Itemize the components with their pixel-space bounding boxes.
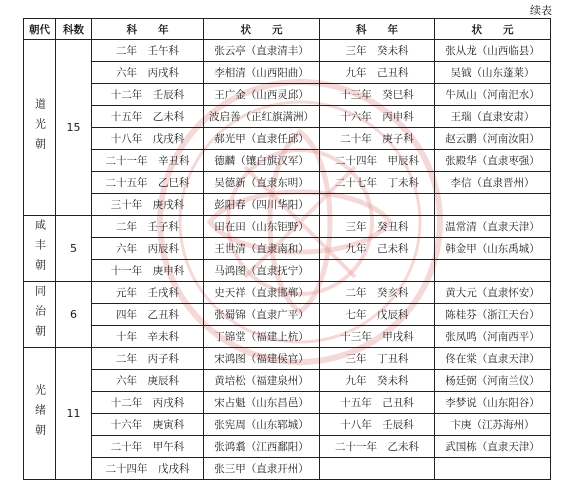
exam-year-cell: 三年 丁丑科 xyxy=(320,348,435,370)
champion-cell: 德麟（镶白旗汉军） xyxy=(204,150,320,172)
exam-count-cell: 11 xyxy=(56,348,92,480)
champion-cell: 吴钺（山东蓬莱） xyxy=(435,62,551,84)
champion-cell: 王瑞（直隶安肃） xyxy=(435,106,551,128)
dynasty-cell: 光绪朝 xyxy=(24,348,56,480)
exam-year-cell: 二十一年 乙未科 xyxy=(320,436,435,458)
header-champion-1: 状 元 xyxy=(204,19,320,40)
exam-count-cell: 6 xyxy=(56,282,92,348)
exam-year-cell: 六年 丙戌科 xyxy=(92,62,204,84)
table-row xyxy=(24,414,551,436)
champion-cell: 张三甲（直隶开州） xyxy=(204,458,320,480)
champion-cell: 郝光甲（直隶任邱） xyxy=(204,128,320,150)
table-row xyxy=(24,84,551,106)
header-champion-2: 状 元 xyxy=(435,19,551,40)
champion-cell: 波启善（正红旗满洲） xyxy=(204,106,320,128)
table-row xyxy=(24,106,551,128)
exam-year-cell: 十五年 乙未科 xyxy=(92,106,204,128)
exam-year-cell: 十五年 己丑科 xyxy=(320,392,435,414)
table-row xyxy=(24,172,551,194)
exam-year-cell xyxy=(320,260,435,282)
exam-year-cell: 十年 辛未科 xyxy=(92,326,204,348)
table-row xyxy=(24,282,551,304)
exam-year-cell: 七年 戊辰科 xyxy=(320,304,435,326)
champion-cell xyxy=(435,458,551,480)
champion-cell: 张蜀锦（直隶广平） xyxy=(204,304,320,326)
table-row xyxy=(24,370,551,392)
table-row xyxy=(24,260,551,282)
table-row xyxy=(24,150,551,172)
exam-count-cell: 15 xyxy=(56,40,92,216)
champion-cell: 牛凤山（河南汜水） xyxy=(435,84,551,106)
champion-cell: 宋占魁（山东昌邑） xyxy=(204,392,320,414)
exam-year-cell: 二年 壬午科 xyxy=(92,40,204,62)
champion-cell: 李梦说（山东阳谷） xyxy=(435,392,551,414)
header-year-1: 科 年 xyxy=(92,19,204,40)
header-year-2: 科 年 xyxy=(320,19,435,40)
table-row xyxy=(24,304,551,326)
champion-cell: 吴德新（直隶东明） xyxy=(204,172,320,194)
exam-year-cell: 九年 己丑科 xyxy=(320,62,435,84)
dynasty-cell: 同治朝 xyxy=(24,282,56,348)
table-body xyxy=(24,40,551,480)
champion-cell: 张殿华（直隶枣强） xyxy=(435,150,551,172)
continued-label: 续表 xyxy=(530,4,552,17)
exam-year-cell: 二十年 庚子科 xyxy=(320,128,435,150)
champion-cell: 彭阳春（四川华阳） xyxy=(204,194,320,216)
champion-cell: 武国栋（直隶天津） xyxy=(435,436,551,458)
exam-year-cell: 二十四年 甲辰科 xyxy=(320,150,435,172)
table-row xyxy=(24,436,551,458)
champion-cell: 李相清（山西阳曲） xyxy=(204,62,320,84)
exam-year-cell: 十三年 癸巳科 xyxy=(320,84,435,106)
champion-cell: 陈桂芬（浙江天台） xyxy=(435,304,551,326)
exam-year-cell: 四年 乙丑科 xyxy=(92,304,204,326)
exam-year-cell: 二十五年 乙巳科 xyxy=(92,172,204,194)
champion-cell xyxy=(435,194,551,216)
champion-cell: 王世清（直隶南和） xyxy=(204,238,320,260)
exam-year-cell xyxy=(320,458,435,480)
exam-year-cell: 二年 壬子科 xyxy=(92,216,204,238)
header-count: 科数 xyxy=(56,19,92,40)
champion-cell: 张鸿翥（江西鄱阳） xyxy=(204,436,320,458)
champion-cell: 王广金（山西灵邱） xyxy=(204,84,320,106)
dynasty-cell: 咸丰朝 xyxy=(24,216,56,282)
champion-cell: 杨廷弼（河南兰仪） xyxy=(435,370,551,392)
champions-table xyxy=(23,18,551,480)
exam-year-cell: 二十年 甲午科 xyxy=(92,436,204,458)
champion-cell: 宋鸿图（福建侯官） xyxy=(204,348,320,370)
champion-cell: 史天祥（直隶邯郸） xyxy=(204,282,320,304)
dynasty-cell: 道光朝 xyxy=(24,40,56,216)
exam-year-cell: 十二年 壬辰科 xyxy=(92,84,204,106)
table-row xyxy=(24,194,551,216)
champion-cell: 卞庚（江苏海州） xyxy=(435,414,551,436)
exam-year-cell: 十一年 庚申科 xyxy=(92,260,204,282)
champion-cell: 温常清（直隶天津） xyxy=(435,216,551,238)
header-row xyxy=(24,19,551,40)
table-row xyxy=(24,348,551,370)
champion-cell: 田在田（山东钜野） xyxy=(204,216,320,238)
champion-cell: 黄培松（福建泉州） xyxy=(204,370,320,392)
exam-year-cell: 二十四年 戊戌科 xyxy=(92,458,204,480)
exam-year-cell: 九年 癸未科 xyxy=(320,370,435,392)
exam-year-cell: 十八年 戊戌科 xyxy=(92,128,204,150)
champion-cell: 丁锦堂（福建上杭） xyxy=(204,326,320,348)
exam-year-cell: 十八年 壬辰科 xyxy=(320,414,435,436)
exam-year-cell xyxy=(320,194,435,216)
table-row xyxy=(24,238,551,260)
champion-cell: 张云亭（直隶清丰） xyxy=(204,40,320,62)
header-dynasty: 朝代 xyxy=(24,19,56,40)
exam-year-cell: 十六年 庚寅科 xyxy=(92,414,204,436)
table-row xyxy=(24,326,551,348)
champion-cell: 黄大元（直隶怀安） xyxy=(435,282,551,304)
exam-year-cell: 二十七年 丁未科 xyxy=(320,172,435,194)
exam-year-cell: 三十年 庚戌科 xyxy=(92,194,204,216)
table-row xyxy=(24,62,551,84)
exam-year-cell: 六年 丙辰科 xyxy=(92,238,204,260)
table-row xyxy=(24,392,551,414)
champion-cell xyxy=(435,260,551,282)
exam-year-cell: 六年 庚辰科 xyxy=(92,370,204,392)
exam-year-cell: 九年 己未科 xyxy=(320,238,435,260)
exam-year-cell: 元年 壬戌科 xyxy=(92,282,204,304)
exam-year-cell: 三年 癸丑科 xyxy=(320,216,435,238)
champion-cell: 张凤鸣（河南西平） xyxy=(435,326,551,348)
table-row xyxy=(24,216,551,238)
champion-cell: 张从龙（山西临县） xyxy=(435,40,551,62)
exam-year-cell: 十六年 丙申科 xyxy=(320,106,435,128)
champion-cell: 马鸿图（直隶抚宁） xyxy=(204,260,320,282)
table-row xyxy=(24,458,551,480)
table-row xyxy=(24,128,551,150)
exam-year-cell: 二十一年 辛丑科 xyxy=(92,150,204,172)
champion-cell: 李信（直隶晋州） xyxy=(435,172,551,194)
exam-year-cell: 十三年 甲戌科 xyxy=(320,326,435,348)
exam-year-cell: 二年 癸亥科 xyxy=(320,282,435,304)
champion-cell: 韩金甲（山东禹城） xyxy=(435,238,551,260)
champion-cell: 佟在棠（直隶天津） xyxy=(435,348,551,370)
exam-count-cell: 5 xyxy=(56,216,92,282)
champion-cell: 赵云鹏（河南汝阳） xyxy=(435,128,551,150)
table-row xyxy=(24,40,551,62)
exam-year-cell: 三年 癸未科 xyxy=(320,40,435,62)
champion-cell: 张宪周（山东郓城） xyxy=(204,414,320,436)
exam-year-cell: 十二年 丙戌科 xyxy=(92,392,204,414)
exam-year-cell: 二年 丙子科 xyxy=(92,348,204,370)
